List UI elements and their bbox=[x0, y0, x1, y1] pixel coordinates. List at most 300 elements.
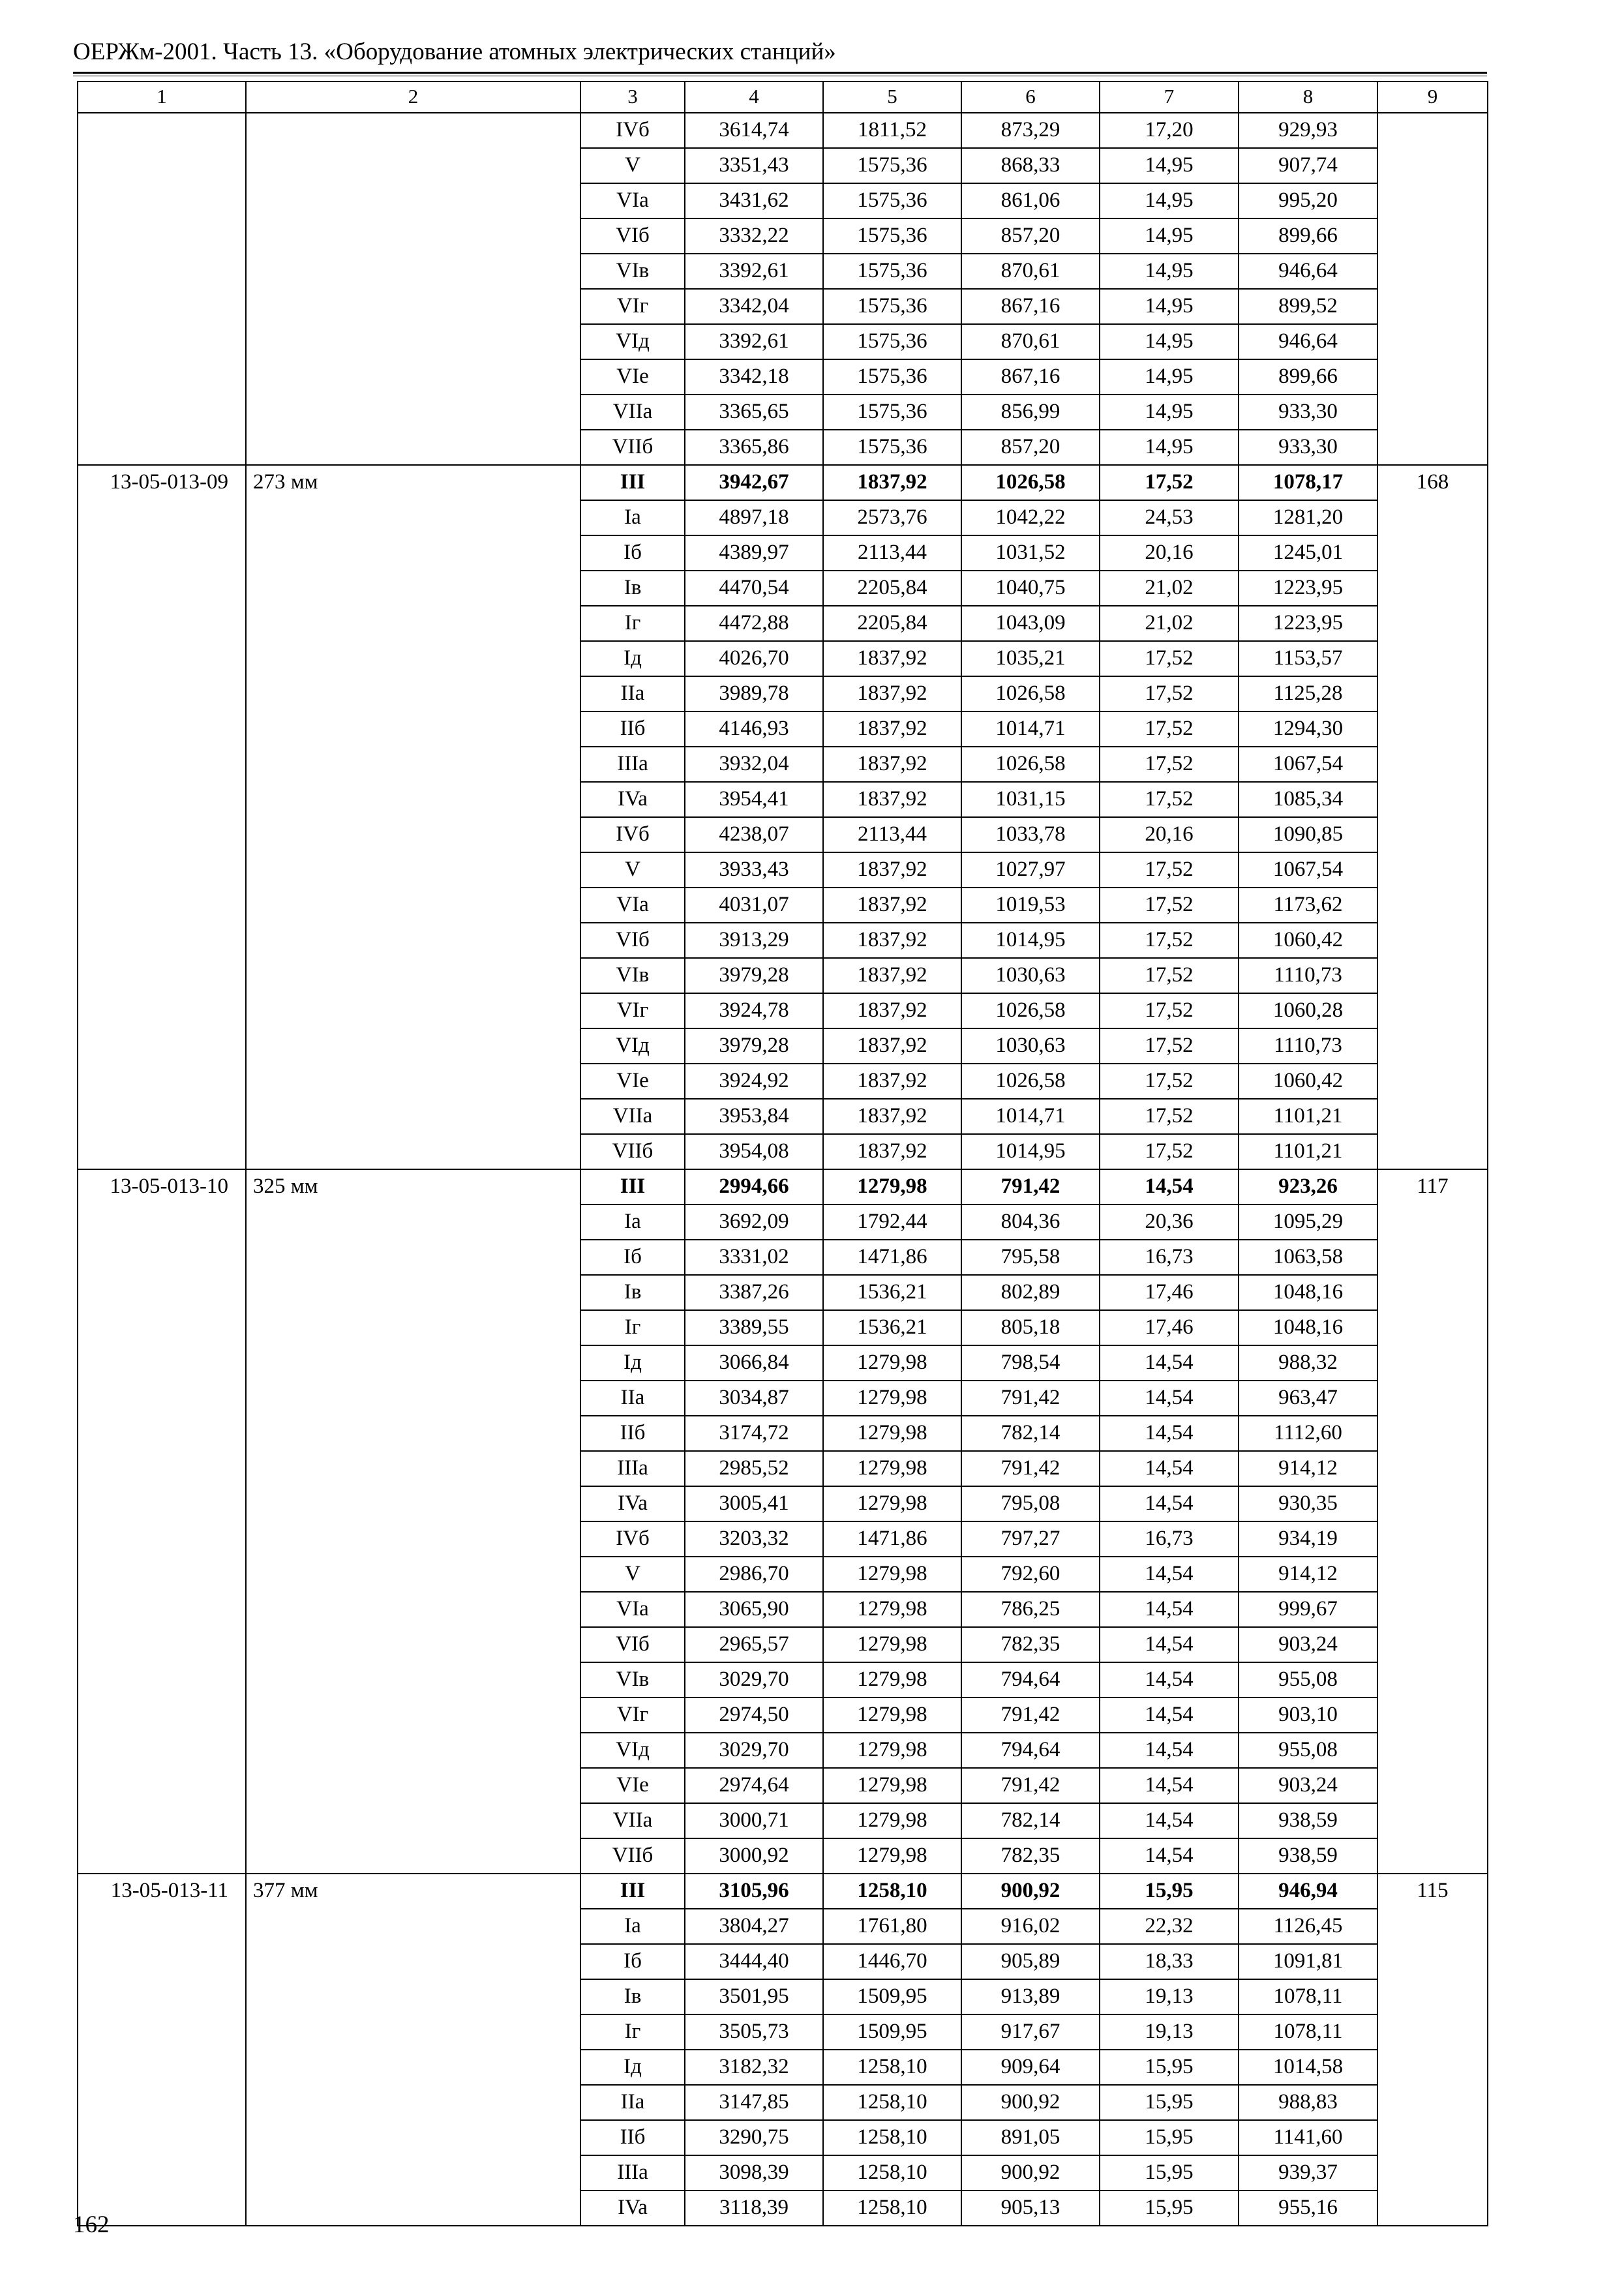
machine-cost-cell: 856,99 bbox=[961, 395, 1100, 430]
table-row bbox=[78, 465, 1488, 500]
total-cost-cell: 3342,18 bbox=[685, 359, 823, 395]
labor-cost-cell: 1837,92 bbox=[823, 711, 961, 747]
total-cost-cell: 3989,78 bbox=[685, 676, 823, 711]
total-cost-cell: 3924,92 bbox=[685, 1064, 823, 1099]
labor-cost-cell: 1279,98 bbox=[823, 1733, 961, 1768]
machine-cost-cell: 1026,58 bbox=[961, 993, 1100, 1028]
total-cost-cell: 3098,39 bbox=[685, 2155, 823, 2191]
category-cell: VIг bbox=[580, 289, 685, 324]
table-row bbox=[78, 113, 1488, 148]
total-cost-cell: 3979,28 bbox=[685, 1028, 823, 1064]
machine-cost-cell: 891,05 bbox=[961, 2120, 1100, 2155]
category-cell: VIг bbox=[580, 993, 685, 1028]
machine-cost-cell: 1014,95 bbox=[961, 923, 1100, 958]
machine-cost-cell: 786,25 bbox=[961, 1592, 1100, 1627]
category-cell: VIe bbox=[580, 359, 685, 395]
materials-cost-cell: 914,12 bbox=[1239, 1557, 1377, 1592]
materials-cost-cell: 899,52 bbox=[1239, 289, 1377, 324]
category-cell: Ia bbox=[580, 1909, 685, 1944]
rate-cell: 168 bbox=[1377, 465, 1488, 1169]
materials-cost-cell: 1223,95 bbox=[1239, 606, 1377, 641]
machine-cost-cell: 1026,58 bbox=[961, 465, 1100, 500]
category-cell: IIб bbox=[580, 2120, 685, 2155]
machinist-wage-cell: 15,95 bbox=[1100, 2050, 1239, 2085]
diameter-cell bbox=[246, 113, 580, 465]
code-cell: 13-05-013-09 bbox=[78, 465, 246, 1169]
category-cell: Iб bbox=[580, 1944, 685, 1979]
column-number: 7 bbox=[1100, 82, 1239, 113]
machine-cost-cell: 1027,97 bbox=[961, 852, 1100, 888]
materials-cost-cell: 988,32 bbox=[1239, 1345, 1377, 1381]
machine-cost-cell: 802,89 bbox=[961, 1275, 1100, 1310]
labor-cost-cell: 1279,98 bbox=[823, 1486, 961, 1521]
machine-cost-cell: 857,20 bbox=[961, 218, 1100, 254]
diameter-cell: 273 мм bbox=[246, 465, 580, 1169]
materials-cost-cell: 955,08 bbox=[1239, 1733, 1377, 1768]
labor-cost-cell: 1279,98 bbox=[823, 1451, 961, 1486]
machinist-wage-cell: 14,54 bbox=[1100, 1169, 1239, 1204]
column-number: 3 bbox=[580, 82, 685, 113]
category-cell: Iв bbox=[580, 1979, 685, 2014]
materials-cost-cell: 955,08 bbox=[1239, 1662, 1377, 1698]
category-cell: IVa bbox=[580, 782, 685, 817]
labor-cost-cell: 1837,92 bbox=[823, 782, 961, 817]
materials-cost-cell: 1101,21 bbox=[1239, 1099, 1377, 1134]
total-cost-cell: 3392,61 bbox=[685, 324, 823, 359]
category-cell: VIд bbox=[580, 324, 685, 359]
machinist-wage-cell: 14,95 bbox=[1100, 148, 1239, 183]
category-cell: VIг bbox=[580, 1698, 685, 1733]
category-cell: V bbox=[580, 852, 685, 888]
labor-cost-cell: 1279,98 bbox=[823, 1416, 961, 1451]
machine-cost-cell: 1030,63 bbox=[961, 1028, 1100, 1064]
labor-cost-cell: 1258,10 bbox=[823, 2085, 961, 2120]
materials-cost-cell: 1085,34 bbox=[1239, 782, 1377, 817]
machine-cost-cell: 867,16 bbox=[961, 359, 1100, 395]
machine-cost-cell: 794,64 bbox=[961, 1733, 1100, 1768]
total-cost-cell: 2974,64 bbox=[685, 1768, 823, 1803]
materials-cost-cell: 1060,42 bbox=[1239, 923, 1377, 958]
category-cell: VIб bbox=[580, 923, 685, 958]
labor-cost-cell: 1575,36 bbox=[823, 395, 961, 430]
category-cell: VIб bbox=[580, 1627, 685, 1662]
header-rule-thick bbox=[73, 72, 1487, 74]
materials-cost-cell: 1126,45 bbox=[1239, 1909, 1377, 1944]
code-cell: 13-05-013-11 bbox=[78, 1874, 246, 2226]
diameter-cell: 377 мм bbox=[246, 1874, 580, 2226]
machine-cost-cell: 1043,09 bbox=[961, 606, 1100, 641]
page-number: 162 bbox=[73, 2211, 110, 2238]
materials-cost-cell: 1048,16 bbox=[1239, 1310, 1377, 1345]
total-cost-cell: 3387,26 bbox=[685, 1275, 823, 1310]
machine-cost-cell: 867,16 bbox=[961, 289, 1100, 324]
total-cost-cell: 4238,07 bbox=[685, 817, 823, 852]
materials-cost-cell: 963,47 bbox=[1239, 1381, 1377, 1416]
machinist-wage-cell: 14,95 bbox=[1100, 430, 1239, 465]
column-number: 5 bbox=[823, 82, 961, 113]
total-cost-cell: 3000,92 bbox=[685, 1838, 823, 1874]
materials-cost-cell: 1078,17 bbox=[1239, 465, 1377, 500]
total-cost-cell: 3029,70 bbox=[685, 1662, 823, 1698]
machinist-wage-cell: 14,95 bbox=[1100, 359, 1239, 395]
labor-cost-cell: 2205,84 bbox=[823, 571, 961, 606]
machine-cost-cell: 1014,71 bbox=[961, 1099, 1100, 1134]
machine-cost-cell: 1031,52 bbox=[961, 535, 1100, 571]
labor-cost-cell: 1258,10 bbox=[823, 2155, 961, 2191]
machinist-wage-cell: 21,02 bbox=[1100, 571, 1239, 606]
materials-cost-cell: 1173,62 bbox=[1239, 888, 1377, 923]
category-cell: VIд bbox=[580, 1733, 685, 1768]
rate-cell: 117 bbox=[1377, 1169, 1488, 1874]
labor-cost-cell: 1471,86 bbox=[823, 1240, 961, 1275]
machinist-wage-cell: 17,52 bbox=[1100, 923, 1239, 958]
materials-cost-cell: 946,94 bbox=[1239, 1874, 1377, 1909]
total-cost-cell: 3505,73 bbox=[685, 2014, 823, 2050]
machinist-wage-cell: 14,95 bbox=[1100, 218, 1239, 254]
category-cell: IVб bbox=[580, 1521, 685, 1557]
total-cost-cell: 3332,22 bbox=[685, 218, 823, 254]
machinist-wage-cell: 14,95 bbox=[1100, 395, 1239, 430]
machine-cost-cell: 791,42 bbox=[961, 1698, 1100, 1733]
total-cost-cell: 2986,70 bbox=[685, 1557, 823, 1592]
machinist-wage-cell: 17,52 bbox=[1100, 747, 1239, 782]
category-cell: IVa bbox=[580, 2191, 685, 2226]
labor-cost-cell: 1279,98 bbox=[823, 1768, 961, 1803]
labor-cost-cell: 1575,36 bbox=[823, 254, 961, 289]
category-cell: IIa bbox=[580, 676, 685, 711]
machine-cost-cell: 900,92 bbox=[961, 1874, 1100, 1909]
labor-cost-cell: 1837,92 bbox=[823, 465, 961, 500]
machinist-wage-cell: 17,52 bbox=[1100, 641, 1239, 676]
total-cost-cell: 3034,87 bbox=[685, 1381, 823, 1416]
labor-cost-cell: 1258,10 bbox=[823, 1874, 961, 1909]
category-cell: VIIб bbox=[580, 1838, 685, 1874]
materials-cost-cell: 1060,42 bbox=[1239, 1064, 1377, 1099]
total-cost-cell: 3392,61 bbox=[685, 254, 823, 289]
category-cell: VIIa bbox=[580, 395, 685, 430]
machine-cost-cell: 791,42 bbox=[961, 1381, 1100, 1416]
category-cell: IIIa bbox=[580, 2155, 685, 2191]
materials-cost-cell: 1048,16 bbox=[1239, 1275, 1377, 1310]
total-cost-cell: 3389,55 bbox=[685, 1310, 823, 1345]
machinist-wage-cell: 21,02 bbox=[1100, 606, 1239, 641]
machinist-wage-cell: 14,54 bbox=[1100, 1662, 1239, 1698]
labor-cost-cell: 1575,36 bbox=[823, 148, 961, 183]
total-cost-cell: 3065,90 bbox=[685, 1592, 823, 1627]
total-cost-cell: 4470,54 bbox=[685, 571, 823, 606]
materials-cost-cell: 933,30 bbox=[1239, 430, 1377, 465]
rate-cell: 115 bbox=[1377, 1874, 1488, 2226]
labor-cost-cell: 1837,92 bbox=[823, 1099, 961, 1134]
machinist-wage-cell: 14,54 bbox=[1100, 1698, 1239, 1733]
materials-cost-cell: 1091,81 bbox=[1239, 1944, 1377, 1979]
machine-cost-cell: 782,14 bbox=[961, 1416, 1100, 1451]
materials-cost-cell: 1014,58 bbox=[1239, 2050, 1377, 2085]
machine-cost-cell: 873,29 bbox=[961, 113, 1100, 148]
machine-cost-cell: 916,02 bbox=[961, 1909, 1100, 1944]
total-cost-cell: 3954,08 bbox=[685, 1134, 823, 1169]
machine-cost-cell: 1033,78 bbox=[961, 817, 1100, 852]
labor-cost-cell: 2113,44 bbox=[823, 817, 961, 852]
labor-cost-cell: 1837,92 bbox=[823, 852, 961, 888]
labor-cost-cell: 1279,98 bbox=[823, 1627, 961, 1662]
machine-cost-cell: 917,67 bbox=[961, 2014, 1100, 2050]
machinist-wage-cell: 14,95 bbox=[1100, 289, 1239, 324]
machinist-wage-cell: 14,54 bbox=[1100, 1627, 1239, 1662]
materials-cost-cell: 903,24 bbox=[1239, 1768, 1377, 1803]
labor-cost-cell: 1837,92 bbox=[823, 676, 961, 711]
materials-cost-cell: 1294,30 bbox=[1239, 711, 1377, 747]
total-cost-cell: 3105,96 bbox=[685, 1874, 823, 1909]
category-cell: Iб bbox=[580, 1240, 685, 1275]
materials-cost-cell: 914,12 bbox=[1239, 1451, 1377, 1486]
labor-cost-cell: 1837,92 bbox=[823, 958, 961, 993]
labor-cost-cell: 1279,98 bbox=[823, 1345, 961, 1381]
materials-cost-cell: 939,37 bbox=[1239, 2155, 1377, 2191]
category-cell: IVб bbox=[580, 817, 685, 852]
category-cell: VIIa bbox=[580, 1099, 685, 1134]
labor-cost-cell: 1837,92 bbox=[823, 1134, 961, 1169]
table-row bbox=[78, 1169, 1488, 1204]
total-cost-cell: 3351,43 bbox=[685, 148, 823, 183]
category-cell: VIa bbox=[580, 1592, 685, 1627]
materials-cost-cell: 1063,58 bbox=[1239, 1240, 1377, 1275]
category-cell: III bbox=[580, 465, 685, 500]
machinist-wage-cell: 17,52 bbox=[1100, 1064, 1239, 1099]
machine-cost-cell: 791,42 bbox=[961, 1169, 1100, 1204]
total-cost-cell: 3066,84 bbox=[685, 1345, 823, 1381]
machinist-wage-cell: 14,95 bbox=[1100, 254, 1239, 289]
machinist-wage-cell: 17,46 bbox=[1100, 1310, 1239, 1345]
materials-cost-cell: 946,64 bbox=[1239, 324, 1377, 359]
machine-cost-cell: 868,33 bbox=[961, 148, 1100, 183]
labor-cost-cell: 1258,10 bbox=[823, 2191, 961, 2226]
category-cell: IIIa bbox=[580, 747, 685, 782]
total-cost-cell: 2974,50 bbox=[685, 1698, 823, 1733]
machinist-wage-cell: 17,52 bbox=[1100, 711, 1239, 747]
category-cell: Iд bbox=[580, 1345, 685, 1381]
machinist-wage-cell: 20,36 bbox=[1100, 1204, 1239, 1240]
machinist-wage-cell: 19,13 bbox=[1100, 2014, 1239, 2050]
category-cell: Iд bbox=[580, 2050, 685, 2085]
machinist-wage-cell: 14,54 bbox=[1100, 1381, 1239, 1416]
materials-cost-cell: 1067,54 bbox=[1239, 852, 1377, 888]
total-cost-cell: 3431,62 bbox=[685, 183, 823, 218]
machinist-wage-cell: 14,54 bbox=[1100, 1592, 1239, 1627]
column-number: 6 bbox=[961, 82, 1100, 113]
category-cell: Iб bbox=[580, 535, 685, 571]
machinist-wage-cell: 15,95 bbox=[1100, 1874, 1239, 1909]
machinist-wage-cell: 14,54 bbox=[1100, 1345, 1239, 1381]
materials-cost-cell: 1281,20 bbox=[1239, 500, 1377, 535]
category-cell: IVб bbox=[580, 113, 685, 148]
category-cell: IIIa bbox=[580, 1451, 685, 1486]
machinist-wage-cell: 14,54 bbox=[1100, 1451, 1239, 1486]
total-cost-cell: 4031,07 bbox=[685, 888, 823, 923]
materials-cost-cell: 955,16 bbox=[1239, 2191, 1377, 2226]
labor-cost-cell: 1837,92 bbox=[823, 1028, 961, 1064]
machinist-wage-cell: 15,95 bbox=[1100, 2120, 1239, 2155]
machinist-wage-cell: 22,32 bbox=[1100, 1909, 1239, 1944]
machine-cost-cell: 870,61 bbox=[961, 254, 1100, 289]
machinist-wage-cell: 17,52 bbox=[1100, 1028, 1239, 1064]
labor-cost-cell: 1279,98 bbox=[823, 1169, 961, 1204]
total-cost-cell: 3147,85 bbox=[685, 2085, 823, 2120]
total-cost-cell: 3203,32 bbox=[685, 1521, 823, 1557]
machinist-wage-cell: 17,52 bbox=[1100, 676, 1239, 711]
table-row bbox=[78, 1874, 1488, 1909]
labor-cost-cell: 1536,21 bbox=[823, 1310, 961, 1345]
category-cell: IIa bbox=[580, 2085, 685, 2120]
labor-cost-cell: 1279,98 bbox=[823, 1803, 961, 1838]
machine-cost-cell: 857,20 bbox=[961, 430, 1100, 465]
machine-cost-cell: 804,36 bbox=[961, 1204, 1100, 1240]
machine-cost-cell: 861,06 bbox=[961, 183, 1100, 218]
total-cost-cell: 2965,57 bbox=[685, 1627, 823, 1662]
machinist-wage-cell: 14,54 bbox=[1100, 1768, 1239, 1803]
category-cell: VIIб bbox=[580, 1134, 685, 1169]
machinist-wage-cell: 14,54 bbox=[1100, 1838, 1239, 1874]
machine-cost-cell: 1026,58 bbox=[961, 747, 1100, 782]
labor-cost-cell: 1575,36 bbox=[823, 324, 961, 359]
category-cell: III bbox=[580, 1874, 685, 1909]
total-cost-cell: 3979,28 bbox=[685, 958, 823, 993]
total-cost-cell: 3692,09 bbox=[685, 1204, 823, 1240]
machinist-wage-cell: 19,13 bbox=[1100, 1979, 1239, 2014]
machine-cost-cell: 1026,58 bbox=[961, 1064, 1100, 1099]
category-cell: IIб bbox=[580, 711, 685, 747]
total-cost-cell: 3118,39 bbox=[685, 2191, 823, 2226]
machine-cost-cell: 870,61 bbox=[961, 324, 1100, 359]
labor-cost-cell: 1811,52 bbox=[823, 113, 961, 148]
materials-cost-cell: 1110,73 bbox=[1239, 958, 1377, 993]
category-cell: VIб bbox=[580, 218, 685, 254]
price-table-body bbox=[78, 82, 1488, 2226]
total-cost-cell: 3290,75 bbox=[685, 2120, 823, 2155]
materials-cost-cell: 938,59 bbox=[1239, 1803, 1377, 1838]
machinist-wage-cell: 15,95 bbox=[1100, 2155, 1239, 2191]
total-cost-cell: 3331,02 bbox=[685, 1240, 823, 1275]
total-cost-cell: 3174,72 bbox=[685, 1416, 823, 1451]
materials-cost-cell: 946,64 bbox=[1239, 254, 1377, 289]
total-cost-cell: 3913,29 bbox=[685, 923, 823, 958]
total-cost-cell: 4389,97 bbox=[685, 535, 823, 571]
total-cost-cell: 3932,04 bbox=[685, 747, 823, 782]
column-number: 4 bbox=[685, 82, 823, 113]
materials-cost-cell: 1153,57 bbox=[1239, 641, 1377, 676]
total-cost-cell: 3933,43 bbox=[685, 852, 823, 888]
category-cell: Iг bbox=[580, 1310, 685, 1345]
labor-cost-cell: 1279,98 bbox=[823, 1698, 961, 1733]
column-number: 2 bbox=[246, 82, 580, 113]
materials-cost-cell: 1223,95 bbox=[1239, 571, 1377, 606]
machinist-wage-cell: 17,20 bbox=[1100, 113, 1239, 148]
materials-cost-cell: 1125,28 bbox=[1239, 676, 1377, 711]
category-cell: V bbox=[580, 1557, 685, 1592]
labor-cost-cell: 1575,36 bbox=[823, 359, 961, 395]
materials-cost-cell: 1110,73 bbox=[1239, 1028, 1377, 1064]
labor-cost-cell: 2573,76 bbox=[823, 500, 961, 535]
machine-cost-cell: 792,60 bbox=[961, 1557, 1100, 1592]
category-cell: VIIa bbox=[580, 1803, 685, 1838]
labor-cost-cell: 1837,92 bbox=[823, 747, 961, 782]
column-number-row bbox=[78, 82, 1488, 113]
total-cost-cell: 2994,66 bbox=[685, 1169, 823, 1204]
total-cost-cell: 4472,88 bbox=[685, 606, 823, 641]
column-number: 9 bbox=[1377, 82, 1488, 113]
machine-cost-cell: 795,08 bbox=[961, 1486, 1100, 1521]
category-cell: VIe bbox=[580, 1064, 685, 1099]
machinist-wage-cell: 17,52 bbox=[1100, 465, 1239, 500]
machine-cost-cell: 805,18 bbox=[961, 1310, 1100, 1345]
labor-cost-cell: 1279,98 bbox=[823, 1838, 961, 1874]
machine-cost-cell: 905,13 bbox=[961, 2191, 1100, 2226]
category-cell: VIIб bbox=[580, 430, 685, 465]
machine-cost-cell: 797,27 bbox=[961, 1521, 1100, 1557]
labor-cost-cell: 1837,92 bbox=[823, 1064, 961, 1099]
machinist-wage-cell: 24,53 bbox=[1100, 500, 1239, 535]
labor-cost-cell: 1471,86 bbox=[823, 1521, 961, 1557]
diameter-cell: 325 мм bbox=[246, 1169, 580, 1874]
total-cost-cell: 3924,78 bbox=[685, 993, 823, 1028]
total-cost-cell: 4146,93 bbox=[685, 711, 823, 747]
machinist-wage-cell: 20,16 bbox=[1100, 817, 1239, 852]
category-cell: Iв bbox=[580, 1275, 685, 1310]
category-cell: IIб bbox=[580, 1416, 685, 1451]
category-cell: Iв bbox=[580, 571, 685, 606]
labor-cost-cell: 1575,36 bbox=[823, 289, 961, 324]
category-cell: VIa bbox=[580, 183, 685, 218]
page-header: ОЕРЖм-2001. Часть 13. «Оборудование атомных электрических станций» bbox=[73, 38, 836, 65]
materials-cost-cell: 999,67 bbox=[1239, 1592, 1377, 1627]
machine-cost-cell: 798,54 bbox=[961, 1345, 1100, 1381]
machinist-wage-cell: 17,46 bbox=[1100, 1275, 1239, 1310]
materials-cost-cell: 933,30 bbox=[1239, 395, 1377, 430]
category-cell: Iд bbox=[580, 641, 685, 676]
materials-cost-cell: 938,59 bbox=[1239, 1838, 1377, 1874]
materials-cost-cell: 899,66 bbox=[1239, 359, 1377, 395]
total-cost-cell: 4897,18 bbox=[685, 500, 823, 535]
machinist-wage-cell: 14,54 bbox=[1100, 1733, 1239, 1768]
machinist-wage-cell: 15,95 bbox=[1100, 2191, 1239, 2226]
materials-cost-cell: 1245,01 bbox=[1239, 535, 1377, 571]
machine-cost-cell: 1030,63 bbox=[961, 958, 1100, 993]
machinist-wage-cell: 17,52 bbox=[1100, 1099, 1239, 1134]
machine-cost-cell: 900,92 bbox=[961, 2155, 1100, 2191]
labor-cost-cell: 1446,70 bbox=[823, 1944, 961, 1979]
machinist-wage-cell: 17,52 bbox=[1100, 852, 1239, 888]
machine-cost-cell: 1040,75 bbox=[961, 571, 1100, 606]
labor-cost-cell: 1279,98 bbox=[823, 1381, 961, 1416]
total-cost-cell: 3954,41 bbox=[685, 782, 823, 817]
labor-cost-cell: 1279,98 bbox=[823, 1662, 961, 1698]
machine-cost-cell: 782,35 bbox=[961, 1838, 1100, 1874]
labor-cost-cell: 1761,80 bbox=[823, 1909, 961, 1944]
labor-cost-cell: 1837,92 bbox=[823, 888, 961, 923]
labor-cost-cell: 1509,95 bbox=[823, 2014, 961, 2050]
materials-cost-cell: 1101,21 bbox=[1239, 1134, 1377, 1169]
materials-cost-cell: 899,66 bbox=[1239, 218, 1377, 254]
total-cost-cell: 2985,52 bbox=[685, 1451, 823, 1486]
labor-cost-cell: 1509,95 bbox=[823, 1979, 961, 2014]
labor-cost-cell: 1575,36 bbox=[823, 218, 961, 254]
category-cell: IIa bbox=[580, 1381, 685, 1416]
machine-cost-cell: 905,89 bbox=[961, 1944, 1100, 1979]
machine-cost-cell: 1014,71 bbox=[961, 711, 1100, 747]
category-cell: Iг bbox=[580, 606, 685, 641]
category-cell: III bbox=[580, 1169, 685, 1204]
machine-cost-cell: 795,58 bbox=[961, 1240, 1100, 1275]
